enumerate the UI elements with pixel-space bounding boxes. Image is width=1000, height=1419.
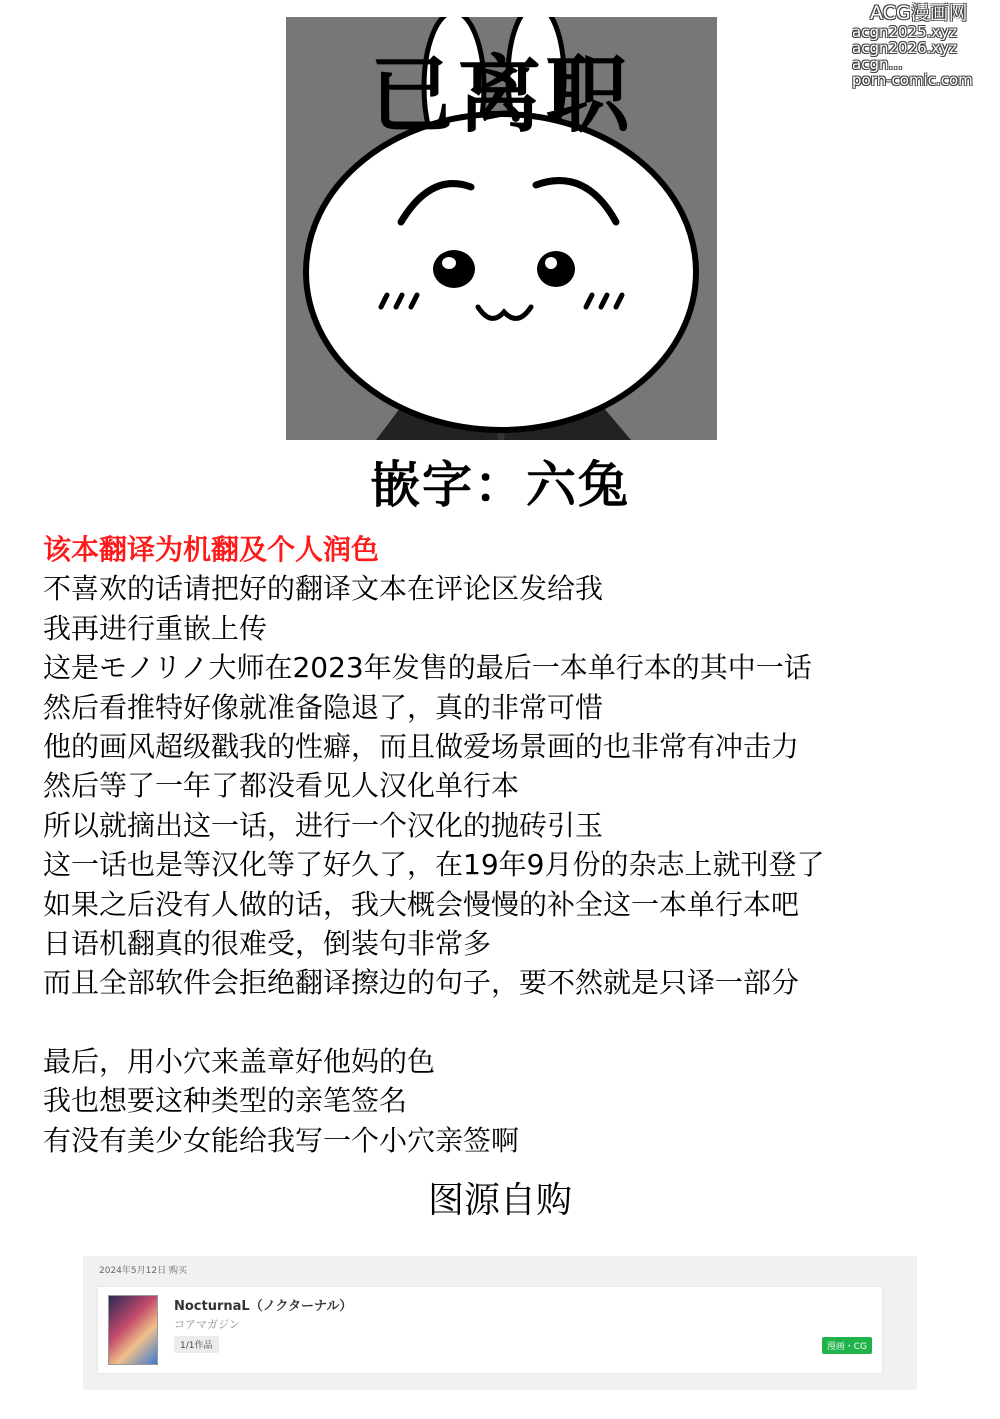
purchase-item-card[interactable] [97, 1286, 883, 1374]
note-line: 日语机翻真的很难受，倒装句非常多 [43, 926, 492, 960]
note-line: 如果之后没有人做的话，我大概会慢慢的补全这一本单行本吧 [43, 887, 800, 921]
bunny-caption: 已离职 [369, 46, 634, 144]
note-line: 而且全部软件会拒绝翻译擦边的句子，要不然就是只译一部分 [43, 966, 800, 1000]
purchase-date: 2024年5月12日 购买 [99, 1266, 187, 1276]
note-line: 他的画风超级戳我的性癖，而且做爱场景画的也非常有冲击力 [43, 729, 800, 763]
note-spacer [43, 1003, 963, 1042]
note-line: 然后等了一年了都没看见人汉化单行本 [43, 769, 520, 803]
note-line: 然后看推特好像就准备隐退了，真的非常可惜 [43, 690, 604, 724]
work-title[interactable]: NocturnaL（ノクターナル） [174, 1299, 353, 1314]
closing-line: 最后，用小穴来盖章好他妈的色 [43, 1045, 436, 1079]
work-count-badge: 1/1作品 [174, 1336, 219, 1353]
watermark-url: acgn2026.xyz [852, 39, 958, 57]
note-highlight: 该本翻译为机翻及个人润色 [43, 533, 380, 566]
note-line: 不喜欢的话请把好的翻译文本在评论区发给我 [43, 572, 604, 606]
site-watermark [852, 2, 992, 88]
category-badge: 漫画・CG [822, 1337, 872, 1354]
work-circle[interactable]: コアマガジン [174, 1318, 240, 1331]
cover-thumbnail[interactable] [108, 1295, 158, 1365]
watermark-title: ACG漫画网 [870, 2, 968, 24]
note-line: 这一话也是等汉化等了好久了，在19年9月份的杂志上就刊登了 [43, 848, 825, 882]
watermark-url: acgn... [852, 55, 903, 73]
note-line: 我再进行重嵌上传 [43, 611, 268, 645]
note-line: 所以就摘出这一话，进行一个汉化的抛砖引玉 [43, 808, 604, 842]
note-line: 这是モノリノ大师在2023年发售的最后一本单行本的其中一话 [43, 651, 812, 685]
translator-notes [43, 530, 963, 1160]
bunny-resigned-image [286, 17, 717, 440]
closing-line: 我也想要这种类型的亲笔签名 [43, 1084, 408, 1118]
watermark-url: acgn2025.xyz [852, 23, 958, 41]
closing-line: 有没有美少女能给我写一个小穴亲签啊 [43, 1123, 520, 1157]
source-title: 图源自购 [427, 1180, 572, 1221]
purchase-record [83, 1256, 917, 1390]
embed-credit: 嵌字：六兔 [370, 456, 630, 514]
watermark-url: porn-comic.com [852, 71, 973, 89]
